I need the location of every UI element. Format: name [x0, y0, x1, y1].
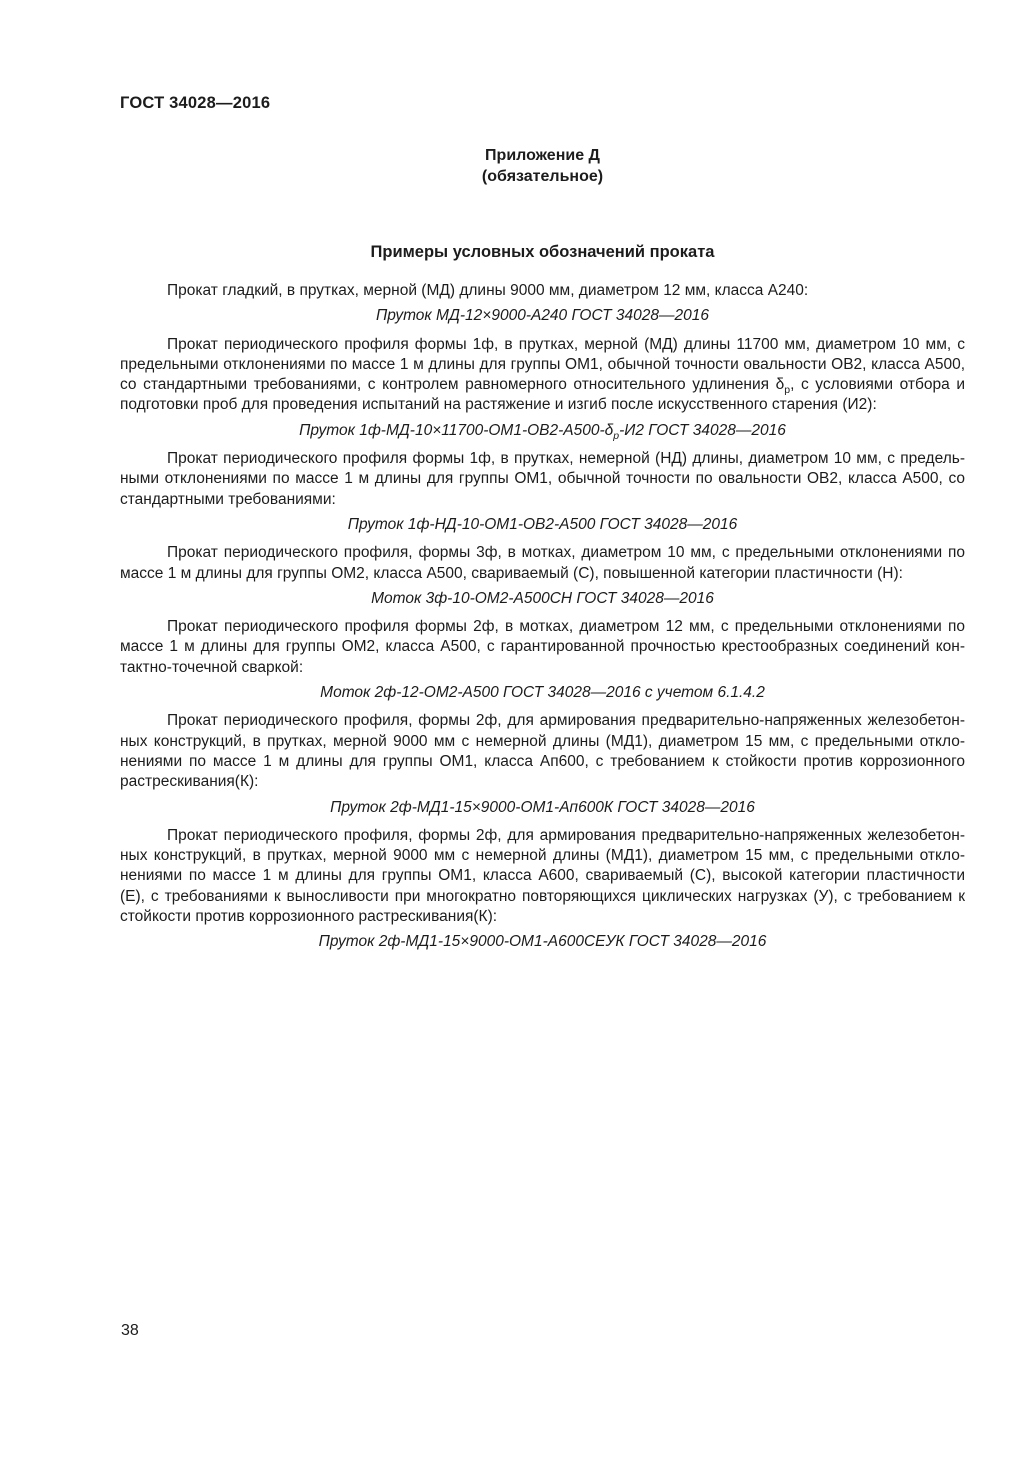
paragraph: [120, 335, 965, 416]
text-line: тактно-точечной сваркой:: [120, 658, 304, 676]
page-number: 38: [121, 1322, 139, 1339]
designation-example: Пруток $1ф-МД-10\times 11700-ОМ1-ОВ2-А500-\delta_р-И2$ ГОСТ 34028—2016: [299, 421, 786, 442]
section-title: Примеры условных обозначений проката: [370, 243, 715, 261]
text-line: стандартными требованиями:: [120, 490, 336, 508]
paragraph: [120, 449, 965, 510]
paragraph: [120, 281, 965, 301]
paragraph: [120, 543, 965, 584]
text-line: подготовки проб для проведения испытаний на растяжение и изгиб после искусственного старения (И2):: [120, 396, 877, 414]
text-line: стойкости против коррозионного растрескивания(К):: [120, 908, 498, 926]
text-line: нениями по массе 1 м длины для группы ОМ1, класса Ап600, с требованием к стойкости против коррозионного: [120, 752, 965, 770]
text-line: Прокат периодического профиля формы 1ф, в прутках, мерной (МД) длины 11700 мм, диаметром 10 мм, с: [167, 335, 965, 353]
appendix-note: (обязательное): [481, 167, 604, 185]
paragraph: [120, 617, 965, 678]
text-line: массе 1 м длины для группы ОМ2, класса А500, с гарантированной прочностью крестообразных соединений кон-: [120, 638, 965, 656]
text-line: Прокат периодического профиля, формы 3ф, в мотках, диаметром 10 мм, с предельными отклонениями по: [167, 544, 965, 562]
text-line: растрескивания(К):: [120, 773, 259, 791]
paragraph: [120, 826, 965, 927]
text-line: ными отклонениями по массе 1 м длины для группы ОМ1, обычной точности по овальности ОВ2, класса А500, со: [120, 470, 965, 488]
document-code: ГОСТ 34028—2016: [120, 94, 271, 112]
content-blocks: [120, 281, 965, 953]
text-line: Прокат периодического профиля, формы 2ф, для армирования предварительно-напряженных железобетон-: [167, 712, 965, 730]
text-line: предельными отклонениями по массе 1 м длины для группы ОМ1, обычной точности овальности ОВ2, класса А500,: [120, 355, 965, 373]
appendix-heading: [120, 146, 965, 187]
text-line: Прокат периодического профиля формы 2ф, в мотках, диаметром 12 мм, с предельными отклонениями по: [167, 618, 965, 636]
text-line: (Е), с требованиями к выносливости при многократно повторяющихся циклических нагрузках (У), с требованием к: [120, 887, 965, 905]
paragraph: [120, 711, 965, 792]
text-line: ных конструкций, в прутках, мерной 9000 мм с немерной длины (МД1), диаметром 15 мм, с предельными откло-: [120, 732, 965, 750]
text-line: массе 1 м длины для группы ОМ2, класса А500, свариваемый (С), повышенной категории пластичности (Н):: [120, 564, 903, 582]
text-line: ных конструкций, в прутках, мерной 9000 мм с немерной длины (МД1), диаметром 15 мм, с предельными откло-: [120, 847, 965, 865]
designation-example: Моток 3ф-10-ОМ2-А500СН ГОСТ 34028—2016: [371, 589, 714, 607]
text-line: Прокат периодического профиля формы 1ф, в прутках, немерной (НД) длины, диаметром 10 мм, с предель-: [167, 450, 965, 468]
appendix-label: Приложение Д: [485, 147, 600, 164]
content-area: [120, 243, 965, 961]
text-line: со стандартными требованиями, с контролем равномерного относительного удлинения $\delta_р$, с условиями отбора и: [120, 376, 965, 396]
designation-example: Пруток 2ф-МД1-15×9000-ОМ1-Ап600К ГОСТ 34028—2016: [330, 798, 755, 816]
designation-example: Пруток МД-12×9000-А240 ГОСТ 34028—2016: [375, 307, 709, 325]
text-line: Прокат гладкий, в прутках, мерной (МД) длины 9000 мм, диаметром 12 мм, класса А240:: [167, 282, 809, 299]
designation-example: Пруток 1ф-НД-10-ОМ1-ОВ2-А500 ГОСТ 34028—2016: [347, 515, 738, 533]
designation-example: Пруток 2ф-МД1-15×9000-ОМ1-А600СЕУК ГОСТ 34028—2016: [318, 933, 767, 951]
designation-example: Моток 2ф-12-ОМ2-А500 ГОСТ 34028—2016 с учетом 6.1.4.2: [320, 684, 765, 702]
text-line: Прокат периодического профиля, формы 2ф, для армирования предварительно-напряженных железобетон-: [167, 826, 965, 844]
text-line: нениями по массе 1 м длины для группы ОМ1, класса А600, свариваемый (С), высокой категории пластичности: [120, 867, 965, 885]
